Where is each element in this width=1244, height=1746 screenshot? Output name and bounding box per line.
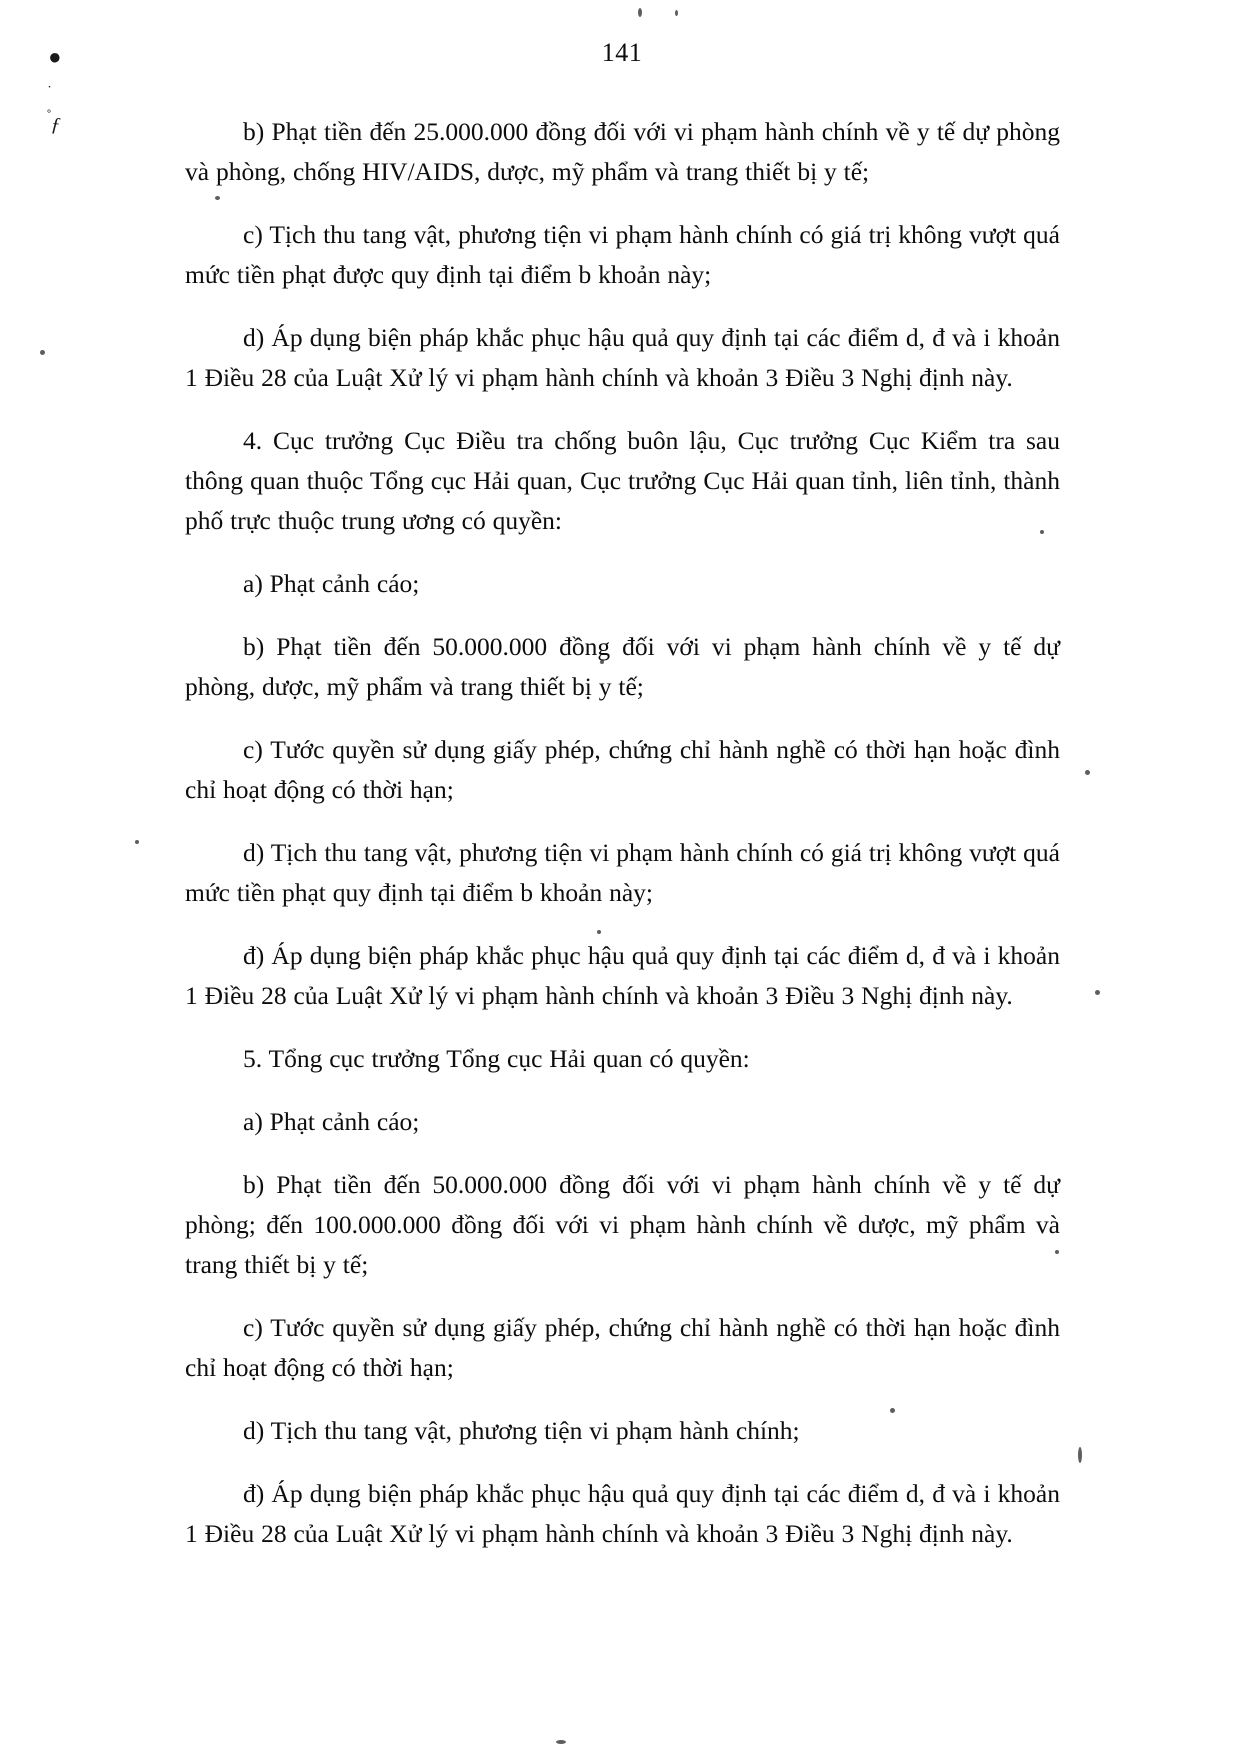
paragraph-4d: d) Tịch thu tang vật, phương tiện vi phạm hành chính có giá trị không vượt quá mức tiền phạt quy định tại điểm b khoản này; [185, 838, 1060, 907]
margin-speckle-mark-4: ƒ [49, 113, 63, 137]
paragraph-4c: c) Tước quyền sử dụng giấy phép, chứng chỉ hành nghề có thời hạn hoặc đình chỉ hoạt động có thời hạn; [185, 735, 1060, 804]
document-body [185, 112, 1060, 1554]
scan-speckle-top-2 [675, 10, 678, 16]
paragraph-3c: c) Tịch thu tang vật, phương tiện vi phạm hành chính có giá trị không vượt quá mức tiền phạt được quy định tại điểm b khoản này; [185, 220, 1060, 289]
paragraph-5c: c) Tước quyền sử dụng giấy phép, chứng chỉ hành nghề có thời hạn hoặc đình chỉ hoạt động có thời hạn; [185, 1313, 1060, 1382]
page-number: 141 [601, 38, 643, 67]
paragraph-5: 5. Tổng cục trưởng Tổng cục Hải quan có quyền: [243, 1044, 750, 1073]
paragraph-4a: a) Phạt cảnh cáo; [243, 569, 420, 598]
paragraph-5dd: đ) Áp dụng biện pháp khắc phục hậu quả quy định tại các điểm d, đ và i khoản 1 Điều 28 của Luật Xử lý vi phạm hành chính và khoản 3 Điều 3 Nghị định này. [185, 1479, 1060, 1548]
paragraph-4b: b) Phạt tiền đến 50.000.000 đồng đối với vi phạm hành chính về y tế dự phòng, dược, mỹ phẩm và trang thiết bị y tế; [185, 632, 1060, 701]
paragraph-3b: b) Phạt tiền đến 25.000.000 đồng đối với vi phạm hành chính về y tế dự phòng và phòng, chống HIV/AIDS, dược, mỹ phẩm và trang thiết bị y tế; [185, 117, 1060, 186]
margin-speckle-mark-2: ˙ [47, 84, 52, 100]
scan-speckle-left-1 [40, 350, 45, 355]
paragraph-5a: a) Phạt cảnh cáo; [243, 1107, 420, 1136]
margin-speckle-mark-1: ● [45, 42, 64, 71]
scan-speckle-bottom-3 [556, 1740, 566, 1744]
scan-speckle-right-2 [1095, 990, 1100, 995]
scan-speckle-right-1 [1085, 770, 1090, 775]
paragraph-4: 4. Cục trưởng Cục Điều tra chống buôn lậu, Cục trưởng Cục Kiểm tra sau thông quan thuộc Tổng cục Hải quan, Cục trưởng Cục Hải quan tỉnh, liên tỉnh, thành phố trực thuộc trung ương có quyền: [185, 426, 1060, 535]
paragraph-5b: b) Phạt tiền đến 50.000.000 đồng đối với vi phạm hành chính về y tế dự phòng; đến 100.000.000 đồng đối với vi phạm hành chính về dược, mỹ phẩm và trang thiết bị y tế; [185, 1170, 1060, 1279]
paragraph-4dd: đ) Áp dụng biện pháp khắc phục hậu quả quy định tại các điểm d, đ và i khoản 1 Điều 28 của Luật Xử lý vi phạm hành chính và khoản 3 Điều 3 Nghị định này. [185, 941, 1060, 1010]
scan-speckle-top [638, 8, 642, 17]
paragraph-3d: d) Áp dụng biện pháp khắc phục hậu quả quy định tại các điểm d, đ và i khoản 1 Điều 28 của Luật Xử lý vi phạm hành chính và khoản 3 Điều 3 Nghị định này. [185, 323, 1060, 392]
scan-speckle-bottom-2 [1078, 1447, 1082, 1463]
paragraph-5d: d) Tịch thu tang vật, phương tiện vi phạm hành chính; [243, 1416, 800, 1445]
scan-speckle-left-2 [135, 840, 139, 844]
